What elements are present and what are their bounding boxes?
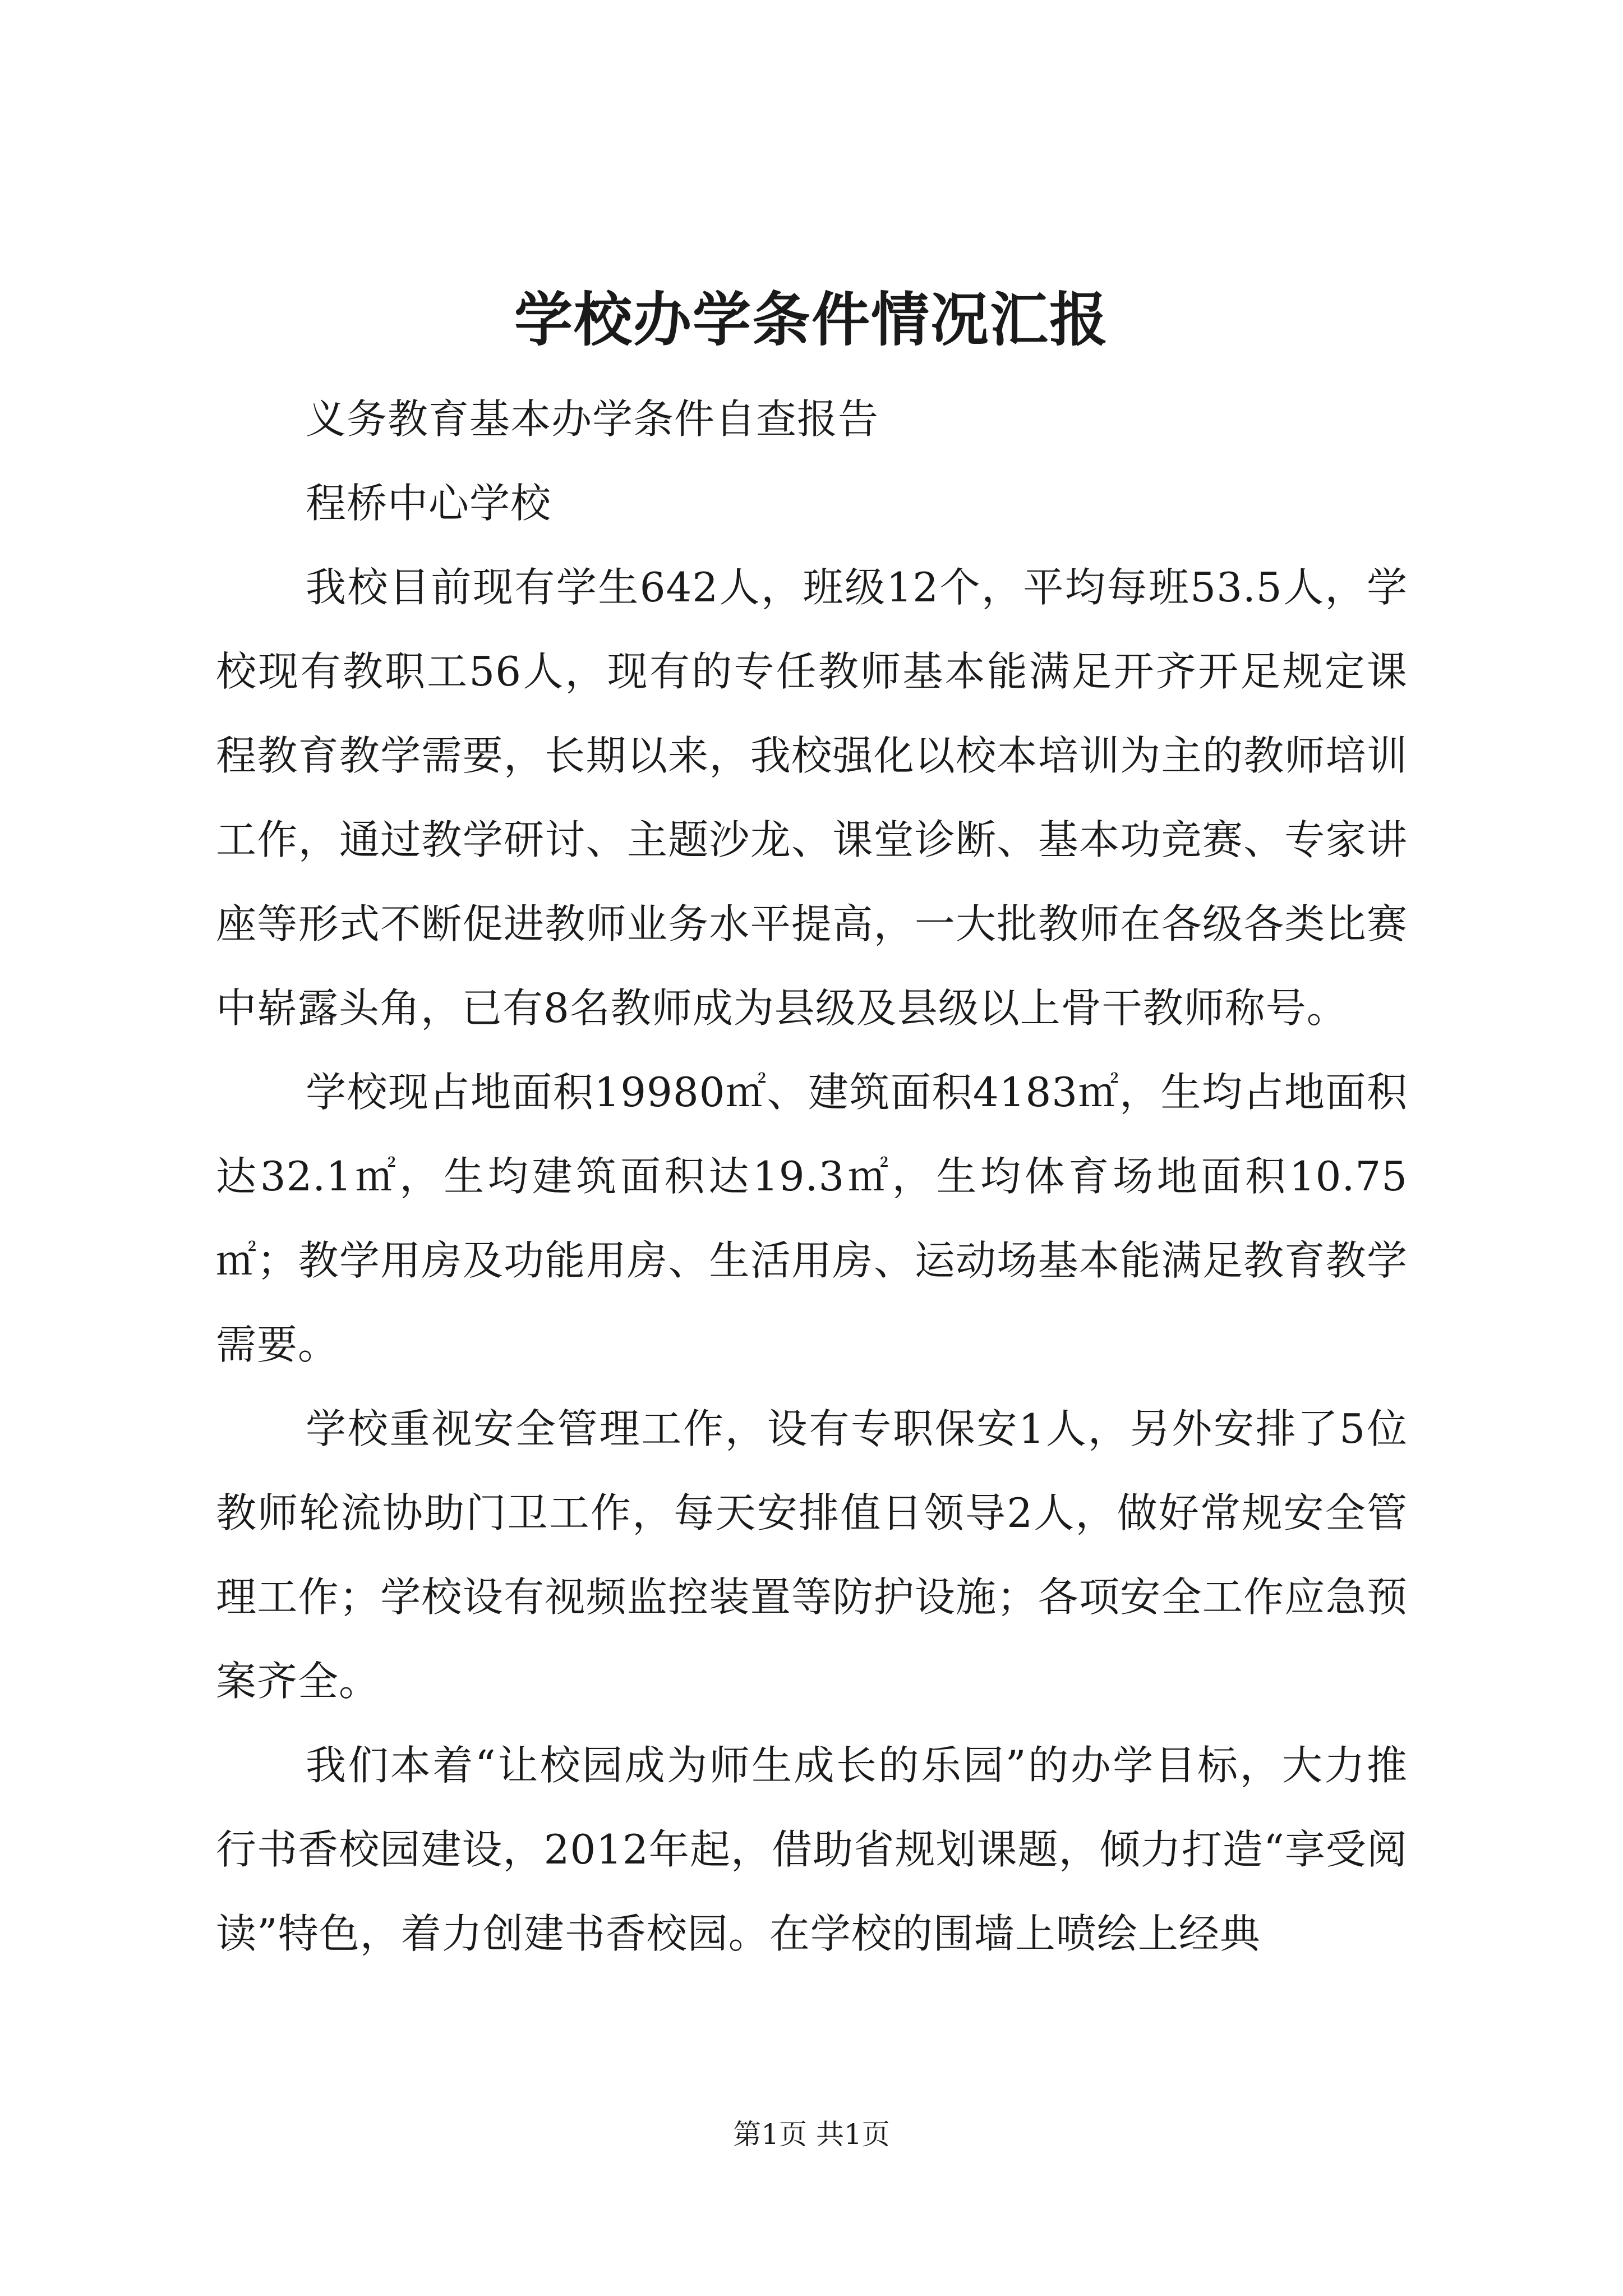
subtitle-paragraph: 义务教育基本办学条件自查报告	[306, 395, 879, 443]
page-footer: 第1页 共1页	[733, 2118, 890, 2151]
school-name-paragraph: 程桥中心学校	[306, 480, 552, 527]
body-paragraph-safety: 学校重视安全管理工作，设有专职保安1人，另外安排了5位教师轮流协助门卫工作，每天安排值日领导2人，做好常规安全管理工作；学校设有视频监控装置等防护设施；各项安全工作应急预案齐全。	[216, 1405, 1408, 1705]
body-paragraph-facilities: 学校现占地面积19980㎡、建筑面积4183㎡，生均占地面积达32.1㎡，生均建筑面积达19.3㎡，生均体育场地面积10.75㎡；教学用房及功能用房、生活用房、运动场基本能满足教育教学需要。	[216, 1069, 1408, 1368]
body-paragraph-staff: 我校目前现有学生642人，班级12个，平均每班53.5人，学校现有教职工56人，现有的专任教师基本能满足开齐开足规定课程教育教学需要，长期以来，我校强化以校本培训为主的教师培训工作，通过教学研讨、主题沙龙、课堂诊断、基本功竞赛、专家讲座等形式不断促进教师业务水平提高，一大批教师在各级各类比赛中崭露头角，已有8名教师成为县级及县级以上骨干教师称号。	[216, 564, 1408, 1032]
document-title: 学校办学条件情况汇报	[514, 285, 1109, 354]
document-body	[216, 377, 1408, 1976]
body-paragraph-reading: 我们本着“让校园成为师生成长的乐园”的办学目标，大力推行书香校园建设，2012年起，借助省规划课题，倾力打造“享受阅读”特色，着力创建书香校园。在学校的围墙上喷绘上经典	[216, 1742, 1408, 1957]
